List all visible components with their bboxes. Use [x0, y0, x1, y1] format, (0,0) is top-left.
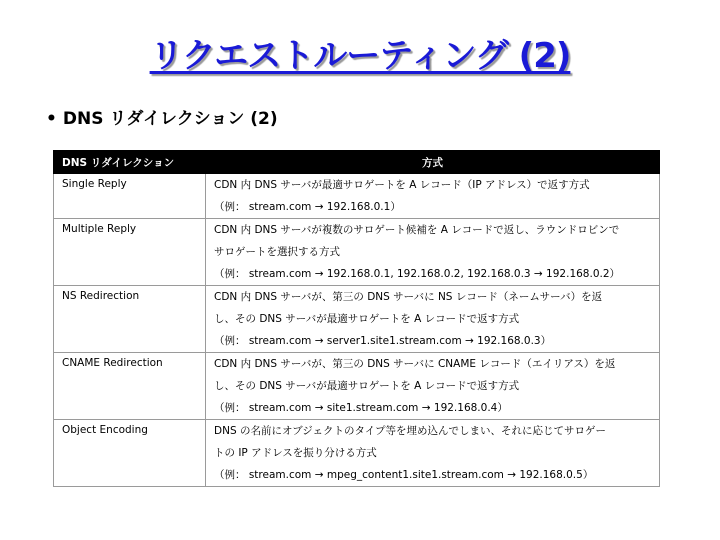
table-row	[54, 219, 660, 286]
method-name-cell: Single Reply	[54, 174, 206, 219]
header-method: 方式	[206, 151, 660, 174]
table-row	[54, 420, 660, 487]
table-row	[54, 174, 660, 219]
method-name-cell: NS Redirection	[54, 286, 206, 353]
description-line: （例： stream.com → mpeg_content1.site1.stream.com → 192.168.0.5）	[214, 469, 594, 481]
method-description-cell	[206, 174, 660, 219]
slide-title: リクエストルーティング (2)	[149, 36, 571, 76]
table-body	[54, 174, 660, 487]
description-line: CDN 内 DNS サーバが、第三の DNS サーバに CNAME レコード（エイリアス）を返	[214, 358, 616, 370]
description-line: トの IP アドレスを振り分ける方式	[214, 447, 377, 459]
method-description-cell	[206, 420, 660, 487]
method-name-cell: CNAME Redirection	[54, 353, 206, 420]
description-line: （例： stream.com → 192.168.0.1, 192.168.0.2, 192.168.0.3 → 192.168.0.2）	[214, 268, 621, 280]
table-row	[54, 286, 660, 353]
table-header-row	[54, 151, 660, 174]
description-line: し、その DNS サーバが最適サロゲートを A レコードで返す方式	[214, 380, 520, 392]
description-line: CDN 内 DNS サーバが複数のサロゲート候補を A レコードで返し、ラウンドロビンで	[214, 224, 620, 236]
dns-redirection-table	[53, 150, 660, 487]
description-line: （例： stream.com → site1.stream.com → 192.168.0.4）	[214, 402, 508, 414]
header-dns-redirection: DNS リダイレクション	[54, 151, 206, 174]
method-description-cell	[206, 219, 660, 286]
method-name-cell: Object Encoding	[54, 420, 206, 487]
description-line: CDN 内 DNS サーバが、第三の DNS サーバに NS レコード（ネームサーバ）を返	[214, 291, 603, 303]
method-description-cell	[206, 353, 660, 420]
description-line: （例： stream.com → 192.168.0.1）	[214, 201, 401, 213]
bullet-text: DNS リダイレクション (2)	[62, 109, 278, 129]
method-description-cell	[206, 286, 660, 353]
description-line: DNS の名前にオブジェクトのタイプ等を埋め込んでしまい、それに応じてサロゲー	[214, 425, 606, 437]
description-line: サロゲートを選択する方式	[214, 246, 340, 258]
table-row	[54, 353, 660, 420]
method-name-cell: Multiple Reply	[54, 219, 206, 286]
description-line: し、その DNS サーバが最適サロゲートを A レコードで返す方式	[214, 313, 520, 325]
bullet-item	[46, 104, 278, 129]
description-line: CDN 内 DNS サーバが最適サロゲートを A レコード（IP アドレス）で返す方式	[214, 179, 590, 191]
description-line: （例： stream.com → server1.site1.stream.com → 192.168.0.3）	[214, 335, 552, 347]
bullet-marker: •	[46, 109, 57, 129]
